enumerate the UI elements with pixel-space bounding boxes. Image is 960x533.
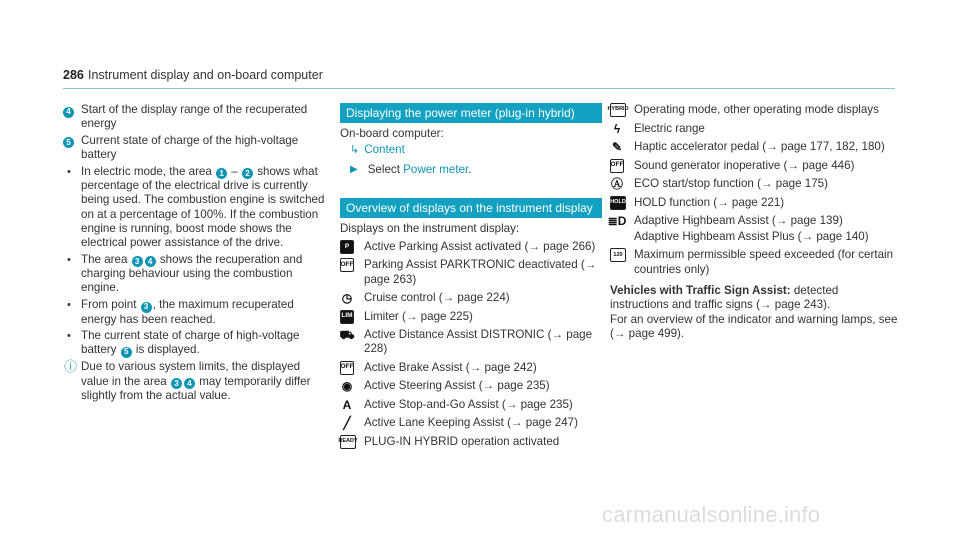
callout-badge: 3 xyxy=(141,302,152,313)
speed-exceeded-icon: 120 xyxy=(610,248,626,262)
distance-assist-icon: ⛟ xyxy=(339,328,355,343)
callout-badge: 4 xyxy=(63,107,74,118)
display-item xyxy=(610,122,900,136)
parktronic-off-icon: OFF xyxy=(340,258,354,272)
section-intro: Displays on the instrument display: xyxy=(340,221,520,235)
display-item-text: Active Stop-and-Go Assist (→ page 235) xyxy=(364,397,573,411)
bullet-text xyxy=(81,298,328,327)
display-item-text: Maximum permissible speed exceeded (for certain countries only) xyxy=(634,248,894,276)
bullet-text xyxy=(81,253,328,296)
section-heading-power-meter: Displaying the power meter (plug-in hybrid) xyxy=(340,103,602,123)
return-arrow-icon: ↳ xyxy=(350,144,360,157)
brake-assist-icon: OFF xyxy=(340,361,354,375)
bullet-item xyxy=(63,329,328,358)
left-column xyxy=(63,103,328,406)
callout-badge: 3 xyxy=(171,378,182,389)
highbeam-assist-icon: ≣D xyxy=(607,214,627,228)
cruise-control-icon: ◷ xyxy=(341,291,353,306)
legend-text: Current state of charge of the high-voltage battery xyxy=(81,133,299,161)
text-segment: shows the recuperation and charging behaviour using the combustion engine. xyxy=(81,252,303,295)
display-item-text: Limiter (→ page 225) xyxy=(364,309,473,323)
ready-icon: READY xyxy=(340,435,356,449)
display-item xyxy=(340,240,602,254)
text-segment: may temporarily differ slightly from the actual value. xyxy=(81,374,311,403)
display-item xyxy=(340,328,602,356)
right-column xyxy=(607,103,900,341)
section-intro: On-board computer: xyxy=(340,127,444,140)
display-item xyxy=(340,379,602,393)
display-item xyxy=(610,177,900,191)
traffic-sign-assist-note xyxy=(610,284,900,312)
display-item-text: Adaptive Highbeam Assist (→ page 139) xyxy=(634,214,843,227)
display-item xyxy=(340,416,602,430)
bullet-item xyxy=(63,165,328,251)
eco-start-stop-icon: Ⓐ xyxy=(610,177,623,191)
bullet-dot: • xyxy=(67,165,71,178)
display-item-text: Parking Assist PARKTRONIC deactivated (→ page 263) xyxy=(364,258,597,286)
menu-content-link[interactable]: Content xyxy=(364,143,405,157)
display-item xyxy=(340,258,602,286)
hold-function-icon: HOLD xyxy=(610,196,626,210)
display-item xyxy=(607,103,900,117)
bullet-item xyxy=(63,298,328,327)
text-segment: From point xyxy=(81,297,137,311)
display-item-text: Active Brake Assist (→ page 242) xyxy=(364,360,537,374)
text-segment: In electric mode, the area xyxy=(81,164,212,178)
stop-and-go-icon: A xyxy=(340,398,354,412)
tsa-label: Vehicles with Traffic Sign Assist: xyxy=(610,284,791,298)
display-item-text: Haptic accelerator pedal (→ page 177, 182, 180) xyxy=(634,140,885,153)
display-item xyxy=(340,310,602,324)
text-segment: The area xyxy=(81,252,128,266)
display-item-text: Cruise control (→ page 224) xyxy=(364,291,510,305)
bullet-dot: • xyxy=(67,330,71,343)
callout-badge: 4 xyxy=(145,256,156,267)
display-item-text: Electric range xyxy=(634,121,705,135)
display-item xyxy=(610,196,900,210)
text-segment: , the maximum recuperated energy has been reached. xyxy=(81,297,294,326)
text-segment: . xyxy=(468,163,472,177)
display-item xyxy=(610,159,900,173)
display-item-text: Active Distance Assist DISTRONIC (→ page 228) xyxy=(364,328,593,356)
middle-column xyxy=(340,103,602,453)
text-segment: Due to various system limits, the displayed value in the area xyxy=(81,360,301,388)
tsa-text: detected instructions and traffic signs (→ page 243). xyxy=(610,284,839,312)
note-text xyxy=(81,360,328,403)
step-arrow-icon: ▶ xyxy=(350,164,358,176)
watermark-logo: carmanualsonline.info xyxy=(602,502,821,527)
highbeam-plus-text: Adaptive Highbeam Assist Plus (→ page 140) xyxy=(634,230,869,244)
lane-keeping-icon: ╱ xyxy=(340,416,354,430)
bullet-item xyxy=(63,253,328,296)
text-segment: Select xyxy=(367,163,400,177)
display-item xyxy=(340,398,602,412)
display-item xyxy=(607,214,900,228)
legend-item-4 xyxy=(63,103,328,131)
bullet-dot: • xyxy=(67,253,71,266)
legend-text: Start of the display range of the recuperated energy xyxy=(81,103,308,131)
section-heading-overview: Overview of displays on the instrument display xyxy=(340,198,602,218)
callout-badge: 3 xyxy=(132,256,143,267)
callout-badge: 4 xyxy=(184,378,195,389)
text-segment: – xyxy=(231,164,238,178)
electric-range-icon: ϟ xyxy=(610,122,624,136)
display-item-text: Active Steering Assist (→ page 235) xyxy=(364,379,550,393)
display-item xyxy=(340,435,602,449)
bullet-dot: • xyxy=(67,298,71,311)
callout-badge: 5 xyxy=(63,137,74,148)
display-item-text: ECO start/stop function (→ page 175) xyxy=(634,177,828,190)
callout-badge: 2 xyxy=(242,168,253,179)
display-item-text: PLUG-IN HYBRID operation activated xyxy=(364,434,560,448)
menu-path xyxy=(350,143,602,157)
active-parking-assist-icon: P xyxy=(340,240,354,254)
callout-badge: 5 xyxy=(121,347,132,358)
steering-assist-icon: ◉ xyxy=(341,379,353,394)
display-item xyxy=(610,248,900,276)
page-number: 286 xyxy=(63,68,84,82)
display-item-text: Active Lane Keeping Assist (→ page 247) xyxy=(364,416,578,430)
bullet-text xyxy=(81,165,328,251)
display-item xyxy=(340,361,602,375)
display-item-text: Operating mode, other operating mode displays xyxy=(634,103,879,116)
instruction-text xyxy=(368,163,472,177)
display-item-text: Active Parking Assist activated (→ page 266) xyxy=(364,239,596,253)
hybrid-mode-icon: HYBRID xyxy=(610,103,626,117)
haptic-pedal-icon: ✎ xyxy=(611,140,623,154)
info-note xyxy=(63,360,328,403)
header-divider xyxy=(63,88,895,89)
display-item xyxy=(610,140,900,154)
info-icon: ⓘ xyxy=(64,359,78,375)
text-segment: is displayed. xyxy=(135,343,200,357)
display-item-text: Sound generator inoperative (→ page 446) xyxy=(634,158,855,172)
limiter-icon: LIM xyxy=(340,310,354,324)
text-segment: The current state of charge of high-voltage battery xyxy=(81,329,300,357)
instruction-step xyxy=(350,163,602,177)
legend-item-5 xyxy=(63,134,328,162)
callout-badge: 1 xyxy=(216,168,227,179)
display-item-text: HOLD function (→ page 221) xyxy=(634,195,785,209)
page-header-title: Instrument display and on-board computer xyxy=(88,68,323,82)
sound-generator-off-icon: OFF xyxy=(610,159,624,173)
bullet-text xyxy=(81,329,328,358)
display-item xyxy=(340,291,602,305)
text-segment: shows what percentage of the electrical drive is currently being used. The combustion engine is switched on at a percentage of 100%. If the combustion engine is running, boost mode shows the electrical power assistance of the drive. xyxy=(81,164,325,249)
overview-note: For an overview of the indicator and warning lamps, see (→ page 499). xyxy=(610,312,898,340)
power-meter-link[interactable]: Power meter xyxy=(403,163,469,177)
